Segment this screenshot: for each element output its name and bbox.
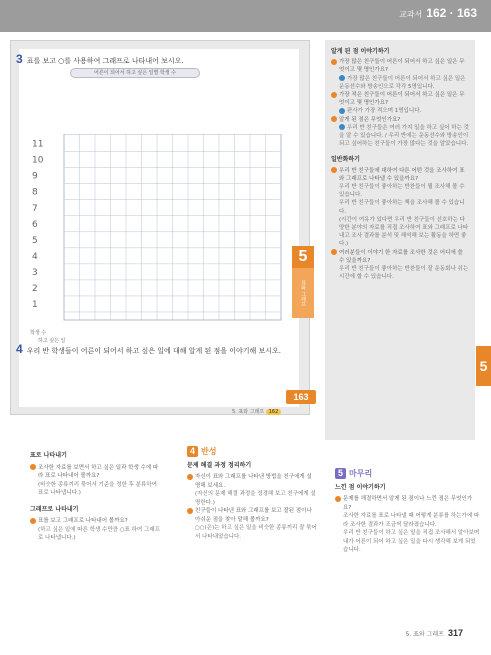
student-page-number: 163 <box>286 390 316 404</box>
chart-title: 어른이 되어서 하고 싶은 일별 학생 수 <box>70 68 200 78</box>
unit-side-tab: 표와 그래프 <box>292 268 314 318</box>
y-tick-label: 5 <box>32 235 38 246</box>
top-header-bar <box>0 0 491 32</box>
note-question <box>331 91 469 107</box>
note-answer: 조사한 자료를 표로 나타낼 때 어떻게 분류를 하는가에 따라 조사한 결과가 조금씩 달라졌습니다. <box>343 513 480 528</box>
note-question-text: 문제를 해결하면서 알게 된 점이나 느낀 점은 무엇인가요? <box>343 496 473 511</box>
note-question <box>331 167 469 183</box>
x-axis-label: 하고 싶은 일 <box>38 338 66 344</box>
page-footer <box>405 628 463 638</box>
y-tick-label: 6 <box>32 219 38 230</box>
question-icon <box>30 518 36 524</box>
heading-graph: 그래프로 나타내기 <box>30 505 79 513</box>
note-question-text: 여러분들이 이야기 한 자료를 조사한 것은 어디에 쓸 수 있을까요? <box>339 249 463 264</box>
note-question-text: 조사한 자료를 보면서 하고 싶은 일과 학생 수에 따라 표로 나타내어 볼까요? <box>38 464 159 479</box>
note-question-text: 우리 반 친구들에 대하여 다른 어떤 것을 조사하여 표와 그래프로 나타낼 수 있을까요? <box>339 167 465 182</box>
note-answer: (자신의 문제 해결 과정을 정경해 보고 친구에게 설명한다.) <box>195 491 316 506</box>
note-answer: (시간이 여유가 있다면 우리 반 친구들이 선호하는 다양한 분야의 자료를 직접 조사하여 표와 그래프로 나타내고 조사 결과를 분석 및 해석해 보는 활동을 하면 좋다.) <box>339 216 469 248</box>
teacher-notes-panel <box>325 40 475 440</box>
question-3 <box>16 52 184 66</box>
wrapup-step-number: 5 <box>335 468 346 479</box>
note-answer: 우리 반 친구들이 좋아하는 책을 조사해 볼 수 있습니다. <box>339 200 465 215</box>
reflection-step-number: 4 <box>187 446 198 457</box>
reflection-title: 반성 <box>201 447 217 456</box>
y-tick-label: 1 <box>32 299 38 310</box>
question-icon <box>30 464 36 470</box>
question-icon <box>187 474 193 480</box>
note-answer: ○○(은)는 하고 싶은 일을 비슷한 종류끼리 잘 묶어서 나타내었습니다. <box>195 525 317 540</box>
textbook-pages: 162 · 163 <box>426 6 477 20</box>
note-question-text: 표를 보고 그래프로 나타내어 볼까요? <box>38 518 128 524</box>
question-icon <box>331 59 337 65</box>
note-question <box>331 58 469 74</box>
section-heading-findings: 알게 된 점 이야기하기 <box>331 48 390 55</box>
textbook-label: 교과서 <box>399 10 423 19</box>
note-answer: 우리 반 친구들이 하고 싶은 일을 직접 조사해서 알아보며 내가 어른이 되어 하고 싶은 일을 다시 생각해 보게 되었습니다. <box>343 530 480 553</box>
note-question-text: 친구들이 나타낸 표와 그래프를 보고 잘된 점이나 아쉬운 점을 찾아 말해 볼까요? <box>195 508 312 523</box>
reflection-header <box>187 446 317 458</box>
question-icon <box>331 92 337 98</box>
y-tick-label: 8 <box>32 187 38 198</box>
y-tick-label: 10 <box>32 155 44 166</box>
y-tick-label: 7 <box>32 203 38 214</box>
y-tick-label: 2 <box>32 283 38 294</box>
note-answer: 우리 반 친구들이 좋아하는 반찬들이 뭘 조사해 볼 수 있습니다. <box>339 184 465 199</box>
note-question <box>335 495 480 512</box>
question-icon <box>331 116 337 122</box>
question-icon <box>331 249 337 255</box>
note-answer: (하고 싶은 일에 따른 학생 수만큼 ○표 하여 그래프로 나타냅니다.) <box>38 526 160 541</box>
note-answer <box>331 75 469 91</box>
note-answer-text: 우리 반 친구들은 여러 가지 일을 하고 싶어 하는 것을 알 수 있습니다. / 우리 반에는 운동선수와 방송인이 되고 싶어하는 친구들이 가장 많다는 것을 알았습니다. <box>339 124 469 148</box>
note-answer: (비슷한 종류끼리 묶어서 기준을 정한 후 분류하여 표로 나타냅니다.) <box>38 481 157 496</box>
note-question <box>331 249 469 265</box>
section-heading-generalize: 일반화하기 <box>331 156 360 164</box>
bottom-right-column <box>335 468 480 555</box>
note-question-text: 자신이 표와 그래프를 나타낸 방법을 친구에게 설명해 보세요. <box>195 474 312 489</box>
right-unit-tab: 5 <box>476 346 491 386</box>
note-question <box>187 507 317 524</box>
answer-icon <box>339 124 345 130</box>
note-answer <box>331 107 469 115</box>
student-footer-badge: 162 <box>266 409 282 415</box>
wrapup-header <box>335 468 480 480</box>
question-4-number: 4 <box>16 342 23 356</box>
note-question-text: 알게 된 점은 무엇인가요? <box>339 116 401 123</box>
note-answer-text: 판사가 가장 적으며 1명입니다. <box>347 108 422 115</box>
page-footer-text: 5. 표와 그래프 <box>405 631 444 638</box>
wrapup-title: 마무리 <box>349 469 373 478</box>
note-answer: 우리 반 친구들이 좋아하는 반찬들이 잘 운동회나 쉬는 시간에 할 수 있습니다. <box>339 266 469 281</box>
y-axis-label: 학생 수 <box>30 330 47 336</box>
question-icon <box>335 496 341 502</box>
note-question <box>30 464 160 481</box>
bottom-left-column <box>30 452 160 543</box>
question-icon <box>187 508 193 514</box>
y-tick-label: 9 <box>32 171 38 182</box>
y-tick-label: 3 <box>32 267 38 278</box>
note-question <box>30 517 160 526</box>
note-question <box>187 473 317 490</box>
page-number: 317 <box>447 628 463 638</box>
note-answer-text: 가장 많은 친구들이 어른이 되어서 하고 싶은 일은 운동선수와 방송인으로 각각 5명입니다. <box>339 75 466 90</box>
note-question-text: 가장 적은 친구들이 어른이 되어서 하고 싶은 일은 무엇이고 몇 명인가요? <box>339 92 465 107</box>
answer-icon <box>339 108 345 114</box>
note-answer <box>331 124 469 149</box>
question-4-text: 우리 반 학생들이 어른이 되어서 하고 싶은 일에 대해 알게 된 점을 이야기해 보시오. <box>26 347 281 355</box>
note-question-text: 가장 많은 친구들이 어른이 되어서 하고 싶은 일은 무엇이고 몇 명인가요? <box>339 59 465 74</box>
textbook-page-ref <box>399 6 477 20</box>
heading-feelings: 느낀 점 이야기하기 <box>335 483 386 491</box>
answer-icon <box>339 75 345 81</box>
note-question <box>331 116 469 124</box>
heading-table: 표로 나타내기 <box>30 452 67 459</box>
question-icon <box>331 167 337 173</box>
question-3-number: 3 <box>16 52 23 66</box>
student-page-footer <box>232 408 281 415</box>
question-4 <box>16 343 296 357</box>
empty-graph-grid <box>30 134 282 346</box>
heading-process: 문제 해결 과정 정리하기 <box>187 461 252 469</box>
student-footer-text: 5. 표와 그래프 <box>232 409 265 415</box>
unit-number-tab: 5 <box>292 246 314 268</box>
y-tick-label: 11 <box>32 139 44 150</box>
bottom-middle-column <box>187 446 317 541</box>
question-3-text: 표를 보고 ○를 사용하여 그래프로 나타내어 보시오. <box>26 57 184 65</box>
y-tick-label: 4 <box>32 251 38 262</box>
